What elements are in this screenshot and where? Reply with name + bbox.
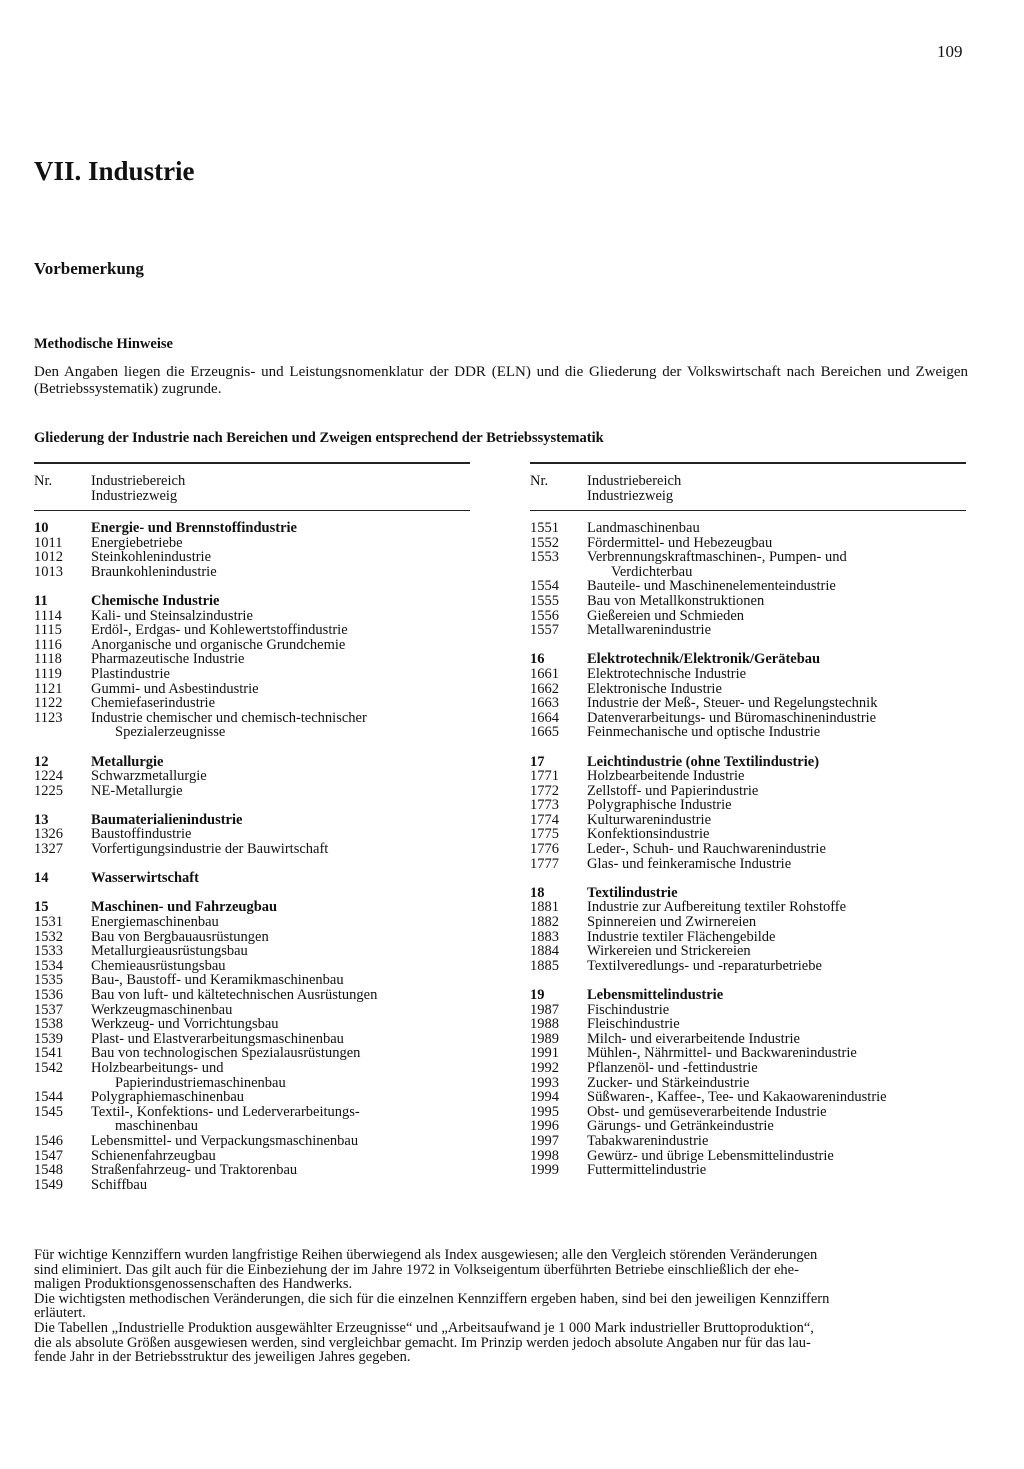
row-nr: 1542 [34, 1059, 63, 1076]
table-left-column [34, 462, 470, 1192]
table-row [34, 988, 470, 1003]
row-name: Landmaschinenbau [587, 520, 700, 536]
row-nr: 1326 [34, 826, 63, 843]
table-row [530, 609, 966, 624]
row-name: Glas- und feinkeramische Industrie [587, 855, 792, 872]
row-nr: 1537 [34, 1001, 63, 1018]
table-row [34, 769, 470, 784]
row-name: Wirkereien und Strickereien [587, 943, 751, 960]
row-name: Fleischindustrie [587, 1016, 680, 1033]
table-row [530, 798, 966, 813]
row-nr [34, 1076, 91, 1091]
table-row-bereich [530, 652, 966, 667]
footer-line: Die Tabellen „Industrielle Produktion ausgewählter Erzeugnisse“ und „Arbeitsaufwand je 1 000 Mark industrieller Bruttoproduktion“, [34, 1319, 814, 1336]
row-nr: 1557 [530, 622, 559, 639]
table-row [530, 1017, 966, 1032]
row-nr: 13 [34, 811, 49, 828]
table-row [530, 930, 966, 945]
row-name: Holzbearbeitende Industrie [587, 768, 745, 785]
row-nr: 17 [530, 753, 545, 770]
row-name: Gärungs- und Getränkeindustrie [587, 1118, 774, 1135]
table-row [34, 696, 470, 711]
table-row [530, 944, 966, 959]
row-nr: 1771 [530, 768, 559, 785]
header-labels [587, 474, 681, 510]
row-name: Elektrotechnische Industrie [587, 665, 747, 682]
row-name: Futtermittelindustrie [587, 1162, 707, 1179]
table-row-bereich [34, 871, 470, 886]
row-nr: 1533 [34, 943, 63, 960]
row-name: Schiffbau [91, 1176, 148, 1193]
row-nr: 1664 [530, 709, 559, 726]
row-nr: 1544 [34, 1089, 63, 1106]
table-row-bereich [530, 755, 966, 770]
row-name: Werkzeugmaschinenbau [91, 1001, 233, 1018]
row-name: Plast- und Elastverarbeitungsmaschinenbau [91, 1030, 344, 1047]
row-nr: 1118 [34, 651, 62, 668]
table-header-rule [530, 510, 966, 511]
header-industriezweig: Industriezweig [91, 488, 178, 504]
row-name: Energie- und Brennstoffindustrie [91, 520, 297, 536]
row-nr: 1883 [530, 928, 559, 945]
header-nr: Nr. [530, 473, 549, 489]
row-nr: 10 [34, 520, 49, 536]
table-row [530, 1032, 966, 1047]
table-row [34, 1017, 470, 1032]
table-right-column [530, 462, 966, 1178]
right-rows [530, 521, 966, 1178]
row-nr: 1555 [530, 592, 559, 609]
row-name: Süßwaren-, Kaffee-, Tee- und Kakaowarenindustrie [587, 1089, 887, 1106]
row-name: Zucker- und Stärkeindustrie [587, 1074, 750, 1091]
table-row [34, 711, 470, 726]
table-row [530, 900, 966, 915]
table-row [530, 1119, 966, 1134]
table-row [530, 915, 966, 930]
row-nr: 1552 [530, 534, 559, 551]
row-nr: 1663 [530, 695, 559, 712]
row-nr: 1548 [34, 1162, 63, 1179]
table-row [34, 784, 470, 799]
row-nr: 1987 [530, 1001, 559, 1018]
table-row-bereich [34, 755, 470, 770]
table-row [34, 1090, 470, 1105]
row-nr: 1225 [34, 782, 63, 799]
row-nr: 1775 [530, 826, 559, 843]
table-row [530, 725, 966, 740]
row-nr: 1998 [530, 1147, 559, 1164]
row-name: Mühlen-, Nährmittel- und Backwarenindustrie [587, 1045, 857, 1062]
table-header [530, 464, 966, 510]
table-row [34, 667, 470, 682]
table-row [34, 682, 470, 697]
row-nr: 1997 [530, 1132, 559, 1149]
table-row [530, 1105, 966, 1120]
row-nr: 1011 [34, 534, 63, 551]
row-name: Papierindustriemaschinenbau [115, 1074, 286, 1091]
row-nr: 18 [530, 884, 545, 901]
table-row [530, 813, 966, 828]
row-name: Feinmechanische und optische Industrie [587, 724, 821, 741]
footer-line: maligen Produktionsgenossenschaften des Handwerks. [34, 1276, 353, 1293]
row-nr: 1665 [530, 724, 559, 741]
table-row [34, 638, 470, 653]
row-nr: 11 [34, 592, 48, 609]
row-name: Lebensmittel- und Verpackungsmaschinenbau [91, 1132, 359, 1149]
row-name: Milch- und eiverarbeitende Industrie [587, 1030, 800, 1047]
row-name: Metallurgie [91, 753, 164, 770]
table-row [530, 1076, 966, 1091]
table-row [34, 609, 470, 624]
table-row [530, 682, 966, 697]
row-name: Baumaterialienindustrie [91, 811, 243, 828]
footer-line: erläutert. [34, 1305, 86, 1322]
table-row [34, 915, 470, 930]
table-title: Gliederung der Industrie nach Bereichen und Zweigen entsprechend der Betriebssystematik [34, 430, 604, 446]
table-header-rule [34, 510, 470, 511]
row-name: Vorfertigungsindustrie der Bauwirtschaft [91, 841, 329, 858]
row-nr: 1545 [34, 1103, 63, 1120]
row-name: Polygraphiemaschinenbau [91, 1089, 245, 1106]
row-name: Bau von technologischen Spezialausrüstungen [91, 1045, 361, 1062]
row-name: Erdöl-, Erdgas- und Kohlewertstoffindustrie [91, 622, 348, 639]
table-row-bereich [34, 594, 470, 609]
row-nr: 1992 [530, 1059, 559, 1076]
row-name: Leder-, Schuh- und Rauchwarenindustrie [587, 841, 826, 858]
table-row [34, 1149, 470, 1164]
table-row [34, 959, 470, 974]
table-row [530, 521, 966, 536]
row-name: Steinkohlenindustrie [91, 549, 212, 566]
row-name: Textilindustrie [587, 884, 678, 901]
table-row [34, 652, 470, 667]
page-number: 109 [937, 42, 963, 61]
table-row [530, 1003, 966, 1018]
row-name: Schwarzmetallurgie [91, 768, 207, 785]
row-name: Energiebetriebe [91, 534, 183, 551]
table-row [530, 536, 966, 551]
row-name: Schienenfahrzeugbau [91, 1147, 216, 1164]
table-row [530, 1090, 966, 1105]
table-header [34, 464, 470, 510]
row-name: Holzbearbeitungs- und [91, 1059, 224, 1076]
table-row [530, 667, 966, 682]
table-row [530, 784, 966, 799]
table-row [530, 959, 966, 974]
row-name: Industrie zur Aufbereitung textiler Rohstoffe [587, 899, 847, 916]
row-name: Datenverarbeitungs- und Büromaschinenindustrie [587, 709, 877, 726]
row-nr: 1532 [34, 928, 63, 945]
table-row [34, 725, 470, 740]
row-name: Leichtindustrie (ohne Textilindustrie) [587, 753, 820, 770]
table-row [34, 842, 470, 857]
row-nr: 1013 [34, 563, 63, 580]
table-row [530, 623, 966, 638]
row-name: Chemieausrüstungsbau [91, 957, 226, 974]
table-row [34, 1046, 470, 1061]
row-nr: 1121 [34, 680, 63, 697]
table-row [34, 1134, 470, 1149]
row-name: Industrie chemischer und chemisch-technischer [91, 709, 367, 726]
row-name: Textilveredlungs- und -reparaturbetriebe [587, 957, 822, 974]
row-nr: 1534 [34, 957, 63, 974]
row-name: Anorganische und organische Grundchemie [91, 636, 346, 653]
row-name: Textil-, Konfektions- und Lederverarbeitungs- [91, 1103, 360, 1120]
row-name: Maschinen- und Fahrzeugbau [91, 899, 278, 916]
row-name: Verdichterbau [611, 563, 693, 580]
row-name: Elektronische Industrie [587, 680, 722, 697]
row-nr: 1554 [530, 578, 559, 595]
row-nr: 1988 [530, 1016, 559, 1033]
row-name: Spinnereien und Zwirnereien [587, 914, 757, 931]
table-row [530, 711, 966, 726]
row-nr: 15 [34, 899, 49, 916]
table-row [530, 1061, 966, 1076]
header-industriezweig: Industriezweig [587, 488, 674, 504]
table-row [34, 536, 470, 551]
row-nr: 1989 [530, 1030, 559, 1047]
row-name: Polygraphische Industrie [587, 797, 732, 814]
row-nr: 1535 [34, 972, 63, 989]
row-nr [530, 565, 587, 580]
row-nr: 1661 [530, 665, 559, 682]
row-name: Obst- und gemüseverarbeitende Industrie [587, 1103, 827, 1120]
table-row [34, 827, 470, 842]
row-nr: 1123 [34, 709, 63, 726]
row-nr: 1327 [34, 841, 63, 858]
row-nr: 1995 [530, 1103, 559, 1120]
row-name: Industrie der Meß-, Steuer- und Regelungstechnik [587, 695, 878, 712]
row-nr: 1012 [34, 549, 63, 566]
row-name: Baustoffindustrie [91, 826, 192, 843]
header-labels [91, 474, 185, 510]
row-nr: 1776 [530, 841, 559, 858]
row-name: Werkzeug- und Vorrichtungsbau [91, 1016, 279, 1033]
row-name: Bau von Metallkonstruktionen [587, 592, 765, 609]
table-row [34, 1119, 470, 1134]
row-nr: 1551 [530, 520, 559, 536]
table-row [530, 565, 966, 580]
row-name: Bau-, Baustoff- und Keramikmaschinenbau [91, 972, 344, 989]
row-nr: 1772 [530, 782, 559, 799]
row-name: Bau von luft- und kältetechnischen Ausrüstungen [91, 987, 378, 1003]
table-row-bereich [34, 521, 470, 536]
row-name: Kulturwarenindustrie [587, 811, 712, 828]
row-nr: 12 [34, 753, 49, 770]
row-name: Energiemaschinenbau [91, 914, 219, 931]
row-nr [34, 1119, 91, 1134]
row-name: Braunkohlenindustrie [91, 563, 217, 580]
row-nr: 14 [34, 870, 49, 887]
footer-line: fende Jahr in der Betriebsstruktur des jeweiligen Jahres gegeben. [34, 1349, 411, 1366]
row-nr: 1553 [530, 549, 559, 566]
table-row-bereich [34, 813, 470, 828]
row-name: Fördermittel- und Hebezeugbau [587, 534, 773, 551]
row-name: Wasserwirtschaft [91, 870, 199, 887]
footer-line: Für wichtige Kennziffern wurden langfristige Reihen überwiegend als Index ausgewiesen; alle den Vergleich störenden Veränderungen [34, 1247, 818, 1263]
table-row [530, 1149, 966, 1164]
row-nr: 1546 [34, 1132, 63, 1149]
row-name: Spezialerzeugnisse [115, 724, 226, 741]
table-row-bereich [530, 988, 966, 1003]
row-nr: 1999 [530, 1162, 559, 1179]
footer-line: die als absolute Größen ausgewiesen werden, sind vergleichbar gemacht. Im Prinzip werden jedoch absolute Angaben nur für das lau- [34, 1334, 811, 1351]
table-row [34, 1163, 470, 1178]
row-nr: 16 [530, 651, 545, 668]
row-name: Gummi- und Asbestindustrie [91, 680, 259, 697]
row-nr: 1119 [34, 665, 62, 682]
table-row [34, 623, 470, 638]
row-name: Bau von Bergbauausrüstungen [91, 928, 269, 945]
table-row [34, 1061, 470, 1076]
row-nr: 1991 [530, 1045, 559, 1062]
header-nr: Nr. [34, 473, 53, 489]
row-name: NE-Metallurgie [91, 782, 183, 799]
table-row [530, 827, 966, 842]
intro-paragraph: Den Angaben liegen die Erzeugnis- und Leistungsnomenklatur der DDR (ELN) und die Gliederung der Volkswirtschaft nach Bereichen und Zweigen (Betriebssystematik) zugrunde. [34, 364, 968, 397]
table-row [530, 842, 966, 857]
row-nr: 1884 [530, 943, 559, 960]
row-nr: 1541 [34, 1045, 63, 1062]
table-row [34, 550, 470, 565]
table-row [34, 1032, 470, 1047]
row-nr: 1549 [34, 1176, 63, 1193]
row-name: Zellstoff- und Papierindustrie [587, 782, 759, 799]
table-row [530, 696, 966, 711]
row-nr: 1114 [34, 607, 62, 624]
row-name: Metallurgieausrüstungsbau [91, 943, 248, 960]
row-nr: 1115 [34, 622, 62, 639]
row-name: Kali- und Steinsalzindustrie [91, 607, 253, 624]
footer-line: sind eliminiert. Das gilt auch für die Einbeziehung der im Jahre 1972 in Volkseigentum überführten Betriebe einschließlich der ehe- [34, 1261, 799, 1278]
table-row [34, 930, 470, 945]
table-row [34, 1076, 470, 1091]
row-name: Verbrennungskraftmaschinen-, Pumpen- und [587, 549, 847, 566]
row-name: Pharmazeutische Industrie [91, 651, 245, 668]
row-nr: 1881 [530, 899, 559, 916]
row-nr: 1885 [530, 957, 559, 974]
row-name: Chemische Industrie [91, 592, 220, 609]
row-nr: 1536 [34, 987, 63, 1003]
row-name: Industrie textiler Flächengebilde [587, 928, 776, 945]
table-row [530, 857, 966, 872]
row-nr [34, 725, 91, 740]
row-name: Gießereien und Schmieden [587, 607, 745, 624]
row-nr: 1777 [530, 855, 559, 872]
header-industriebereich: Industriebereich [91, 473, 186, 489]
table-row-bereich [530, 886, 966, 901]
left-rows [34, 521, 470, 1192]
row-name: Fischindustrie [587, 1001, 670, 1018]
header-industriebereich: Industriebereich [587, 473, 682, 489]
row-nr: 1996 [530, 1118, 559, 1135]
row-name: Metallwarenindustrie [587, 622, 712, 639]
table-row-bereich [34, 900, 470, 915]
table-row [530, 579, 966, 594]
row-name: Elektrotechnik/Elektronik/Gerätebau [587, 651, 821, 668]
row-name: Tabakwarenindustrie [587, 1132, 709, 1149]
row-name: Gewürz- und übrige Lebensmittelindustrie [587, 1147, 834, 1164]
section-title: Vorbemerkung [34, 259, 144, 278]
row-nr: 1882 [530, 914, 559, 931]
table-row [530, 1134, 966, 1149]
footer-line: Die wichtigsten methodischen Veränderungen, die sich für die einzelnen Kennziffern ergeben haben, sind bei den jeweiligen Kennziffern [34, 1290, 830, 1307]
chapter-title: VII. Industrie [34, 156, 195, 186]
row-nr: 1774 [530, 811, 559, 828]
row-nr: 1547 [34, 1147, 63, 1164]
row-nr: 1556 [530, 607, 559, 624]
row-name: Plastindustrie [91, 665, 170, 682]
row-name: Lebensmittelindustrie [587, 987, 724, 1003]
row-nr: 1122 [34, 695, 63, 712]
table-row [34, 565, 470, 580]
row-name: Chemiefaserindustrie [91, 695, 216, 712]
table-row [34, 944, 470, 959]
row-nr: 1773 [530, 797, 559, 814]
row-nr: 1531 [34, 914, 63, 931]
row-nr: 1539 [34, 1030, 63, 1047]
row-name: Bauteile- und Maschinenelementeindustrie [587, 578, 836, 595]
row-nr: 1993 [530, 1074, 559, 1091]
table-row [34, 1105, 470, 1120]
row-name: Straßenfahrzeug- und Traktorenbau [91, 1162, 298, 1179]
table-row [530, 1046, 966, 1061]
table-row [530, 594, 966, 609]
row-nr: 1662 [530, 680, 559, 697]
table-row [34, 973, 470, 988]
row-name: Konfektionsindustrie [587, 826, 710, 843]
table-row [530, 1163, 966, 1178]
subsection-title: Methodische Hinweise [34, 336, 173, 352]
table-row [530, 550, 966, 565]
footer-notes [34, 1248, 970, 1365]
row-name: maschinenbau [115, 1118, 198, 1135]
row-nr: 1994 [530, 1089, 559, 1106]
table-row [530, 769, 966, 784]
table-row [34, 1178, 470, 1193]
row-name: Pflanzenöl- und -fettindustrie [587, 1059, 758, 1076]
row-nr: 1538 [34, 1016, 63, 1033]
row-nr: 1224 [34, 768, 63, 785]
row-nr: 19 [530, 987, 545, 1003]
row-nr: 1116 [34, 636, 62, 653]
table-row [34, 1003, 470, 1018]
